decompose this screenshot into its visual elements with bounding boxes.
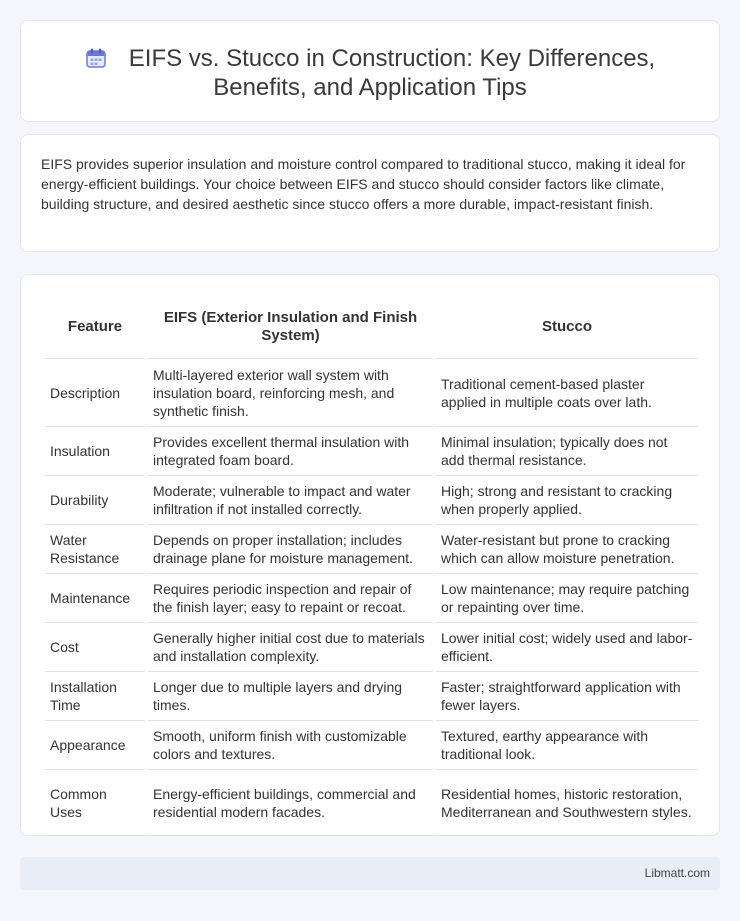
stucco-cell: Residential homes, historic restoration, Mediterranean and Southwestern styles. [436, 770, 698, 836]
table-row [45, 476, 698, 525]
table-row [45, 770, 698, 836]
eifs-cell: Moderate; vulnerable to impact and water infiltration if not installed correctly. [148, 476, 433, 525]
eifs-cell: Longer due to multiple layers and drying times. [148, 672, 433, 721]
eifs-cell: Depends on proper installation; includes drainage plane for moisture management. [148, 525, 433, 574]
title-line-2: Benefits, and Application Tips [213, 74, 527, 101]
stucco-cell: Minimal insulation; typically does not add thermal resistance. [436, 427, 698, 476]
table-row [45, 359, 698, 427]
feature-cell: Maintenance [45, 574, 145, 623]
feature-cell: Common Uses [45, 770, 145, 836]
stucco-cell: Low maintenance; may require patching or repainting over time. [436, 574, 698, 623]
table-row [45, 623, 698, 672]
feature-cell: Insulation [45, 427, 145, 476]
comparison-table [42, 296, 701, 836]
header-stucco: Stucco [436, 296, 698, 359]
eifs-cell: Smooth, uniform finish with customizable colors and textures. [148, 721, 433, 770]
feature-cell: Installation Time [45, 672, 145, 721]
stucco-cell: High; strong and resistant to cracking when properly applied. [436, 476, 698, 525]
footer-brand-link[interactable]: Libmatt.com [644, 866, 710, 880]
comparison-card [20, 274, 720, 836]
stucco-cell: Water-resistant but prone to cracking which can allow moisture penetration. [436, 525, 698, 574]
table-row [45, 427, 698, 476]
table-row [45, 721, 698, 770]
feature-cell: Description [45, 359, 145, 427]
stucco-cell: Traditional cement-based plaster applied in multiple coats over lath. [436, 359, 698, 427]
eifs-cell: Generally higher initial cost due to materials and installation complexity. [148, 623, 433, 672]
footer-bar [20, 857, 720, 890]
table-row [45, 672, 698, 721]
stucco-cell: Faster; straightforward application with fewer layers. [436, 672, 698, 721]
stucco-cell: Lower initial cost; widely used and labor-efficient. [436, 623, 698, 672]
eifs-cell: Energy-efficient buildings, commercial and residential modern facades. [148, 770, 433, 836]
feature-cell: Durability [45, 476, 145, 525]
intro-paragraph: EIFS provides superior insulation and moisture control compared to traditional stucco, making it ideal for energy-efficient buildings. Your choice between EIFS and stucco should consider factors like climate, building structure, and desired aesthetic since stucco offers a more durable, impact-resistant finish. [41, 156, 686, 212]
eifs-cell: Provides excellent thermal insulation with integrated foam board. [148, 427, 433, 476]
header-feature: Feature [45, 296, 145, 359]
intro-card [20, 134, 720, 252]
eifs-cell: Multi-layered exterior wall system with insulation board, reinforcing mesh, and synthetic finish. [148, 359, 433, 427]
table-row [45, 574, 698, 623]
feature-cell: Cost [45, 623, 145, 672]
table-row [45, 525, 698, 574]
table-header-row [45, 296, 698, 359]
feature-cell: Appearance [45, 721, 145, 770]
header-eifs: EIFS (Exterior Insulation and Finish System) [148, 296, 433, 359]
feature-cell: Water Resistance [45, 525, 145, 574]
stucco-cell: Textured, earthy appearance with traditional look. [436, 721, 698, 770]
title-line-1: EIFS vs. Stucco in Construction: Key Differences, [128, 45, 656, 72]
title-card [20, 20, 720, 122]
calendar-icon [85, 47, 107, 69]
page-title [21, 44, 719, 102]
eifs-cell: Requires periodic inspection and repair of the finish layer; easy to repaint or recoat. [148, 574, 433, 623]
